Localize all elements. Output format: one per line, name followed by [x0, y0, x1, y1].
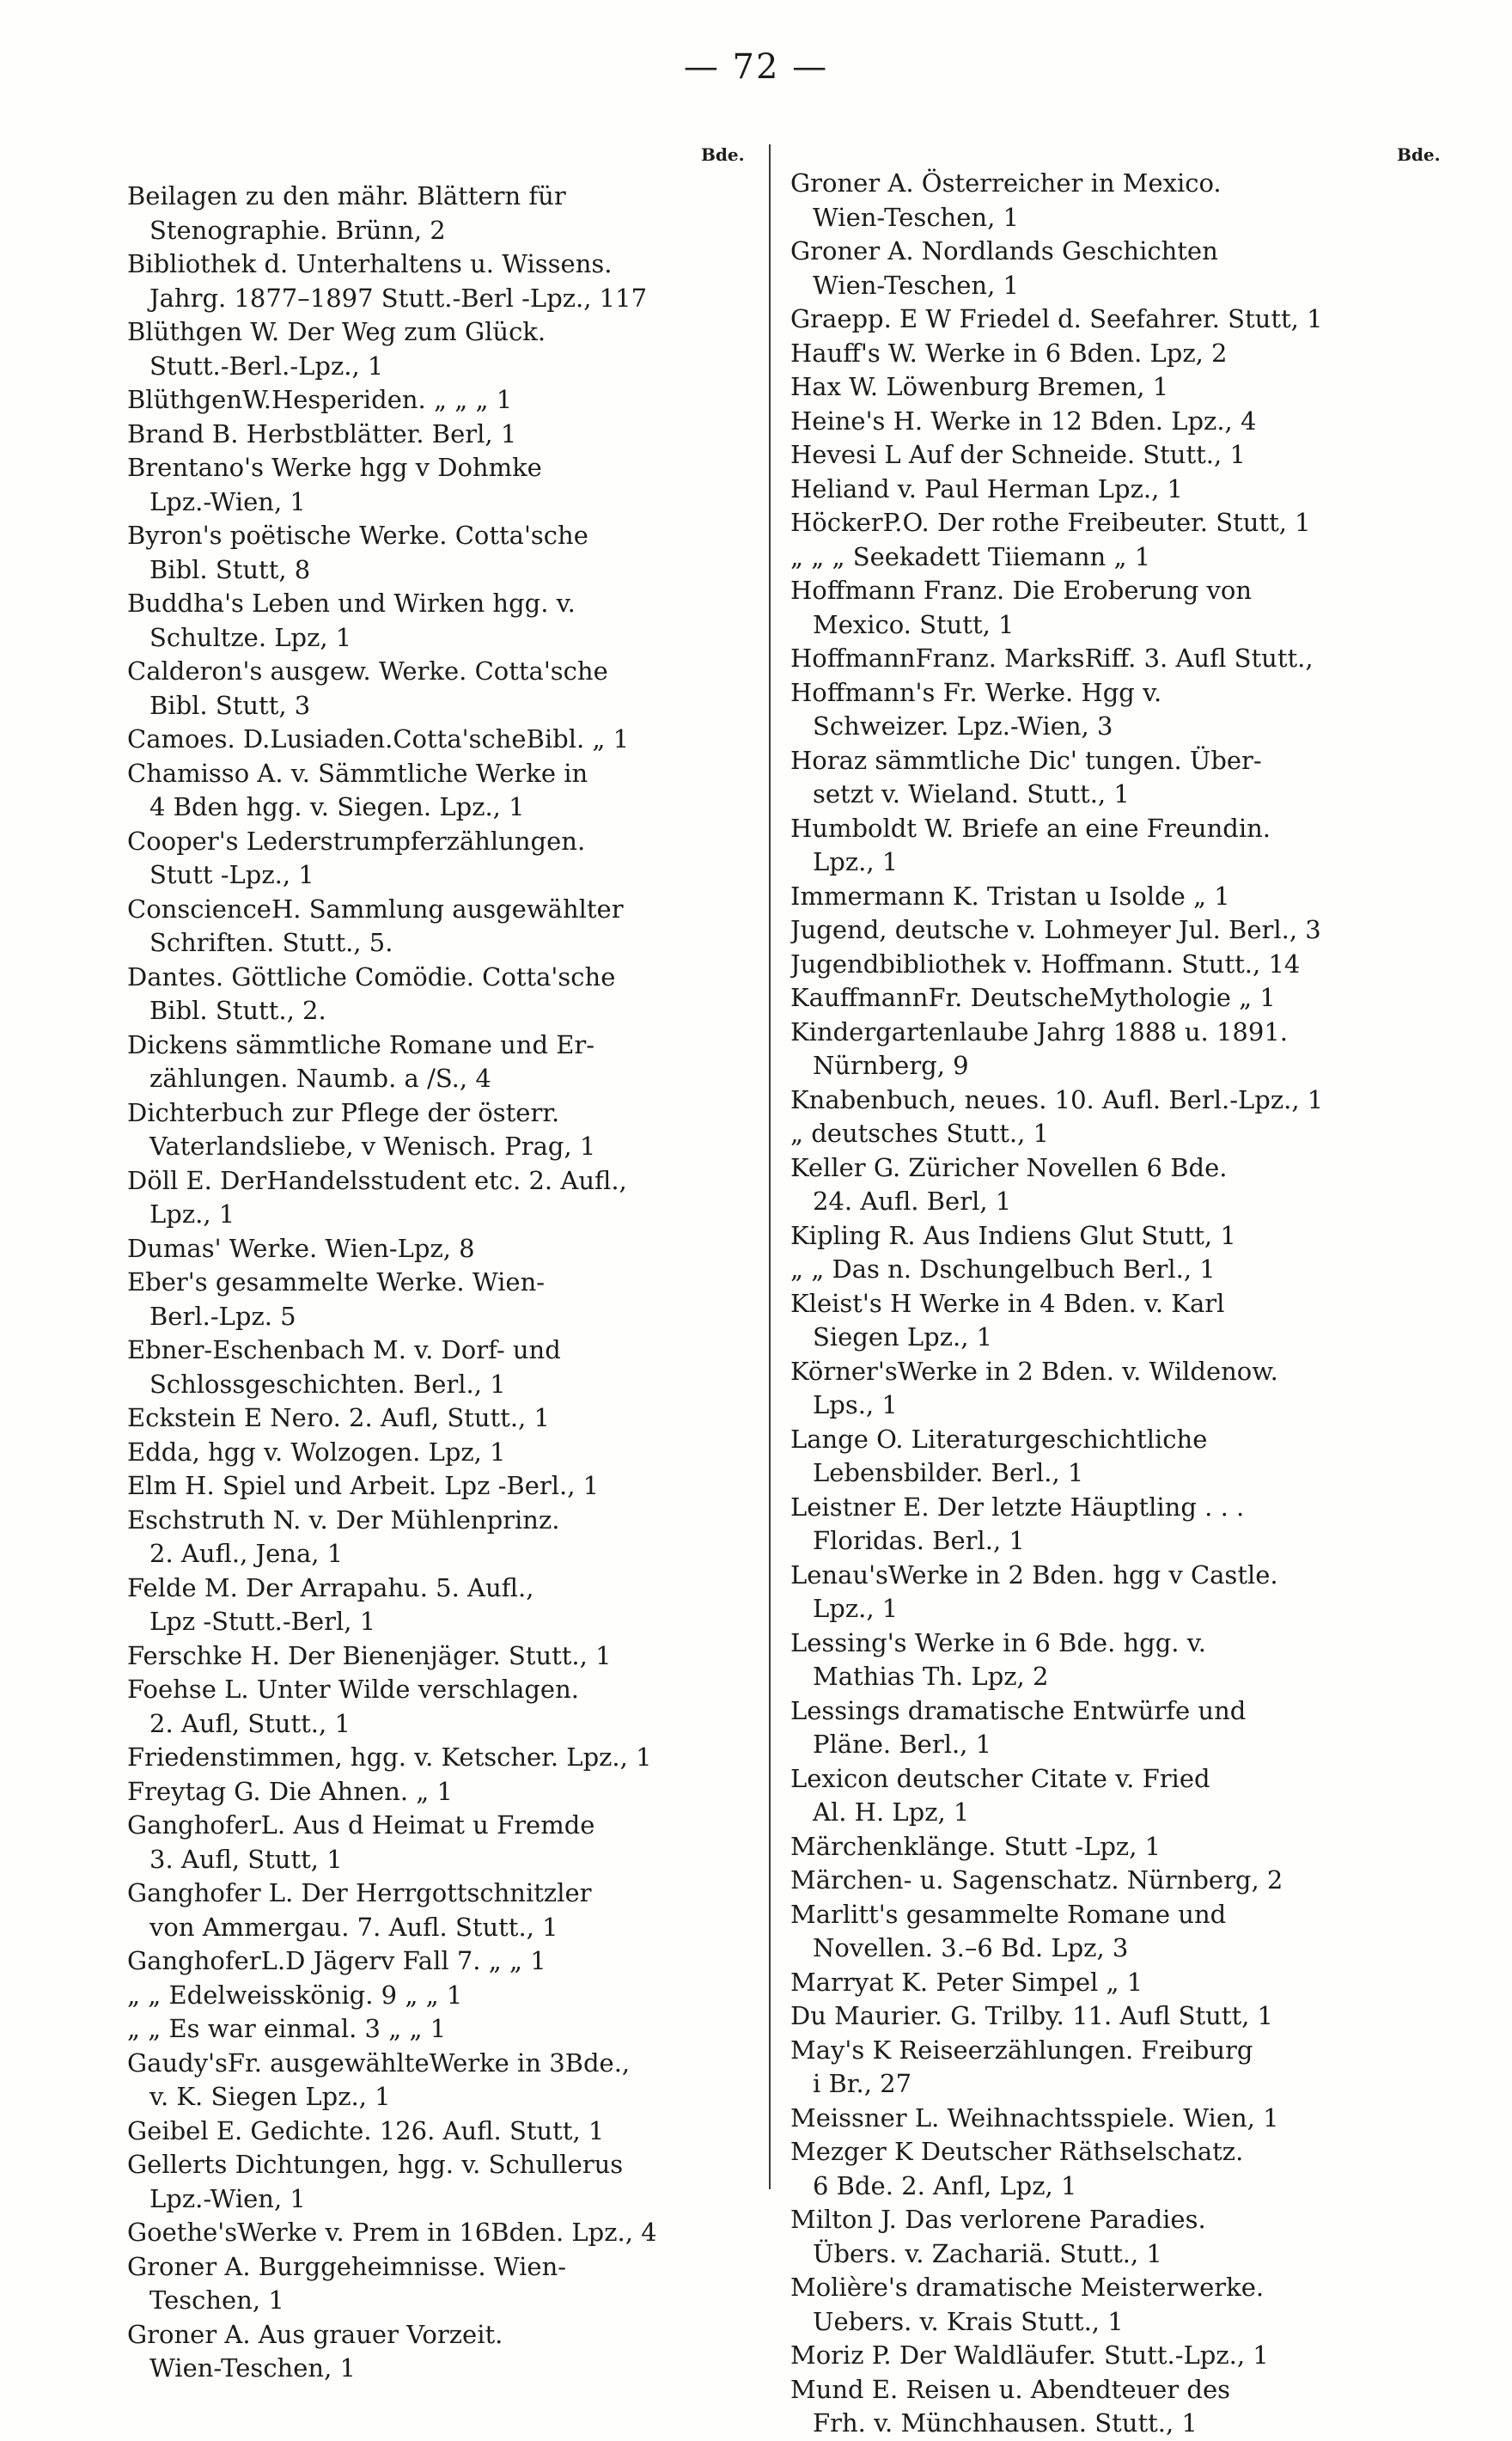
catalog-entry — [790, 744, 1405, 812]
entry-continuation-line: Bibl. Stutt, 3 — [149, 690, 311, 720]
catalog-entry — [127, 1741, 742, 1775]
entry-line: „ „ Das n. Dschungelbuch Berl., 1 — [790, 1254, 1216, 1284]
entry-line: HoffmannFranz. MarksRiff. 3. Aufl Stutt., — [790, 644, 1314, 673]
catalog-entry — [127, 1979, 742, 2013]
left-entry-list — [127, 180, 742, 2386]
entry-continuation-line: i Br., 27 — [813, 2069, 912, 2098]
entry-continuation-line: Stutt -Lpz., 1 — [149, 860, 314, 889]
catalog-entry — [790, 1626, 1405, 1694]
entry-line: „ „ „ Seekadett Tiiemann „ 1 — [790, 541, 1151, 571]
entry-continuation-line: Wien-Teschen, 1 — [813, 202, 1019, 232]
catalog-entry — [127, 2216, 742, 2250]
catalog-entry — [790, 676, 1405, 744]
entry-continuation-line: Wien-Teschen, 1 — [813, 270, 1019, 300]
catalog-entry — [790, 2373, 1405, 2441]
entry-line: Dantes. Göttliche Comödie. Cotta'sche — [127, 961, 616, 992]
entry-line: Heliand v. Paul Herman Lpz., 1 — [790, 473, 1184, 503]
catalog-entry — [127, 1436, 742, 1470]
entry-line: Groner A. Österreicher in Mexico. — [790, 168, 1222, 198]
entry-line: Lessings dramatische Entwürfe und — [790, 1695, 1247, 1725]
entry-line: Dumas' Werke. Wien-Lpz, 8 — [127, 1233, 475, 1263]
entry-continuation-line: Bibl. Stutt, 8 — [149, 554, 311, 584]
catalog-entry — [127, 418, 742, 452]
entry-line: Byron's poëtische Werke. Cotta'sche — [127, 521, 588, 550]
catalog-entry — [127, 757, 742, 825]
entry-line: Gellerts Dichtungen, hgg. v. Schullerus — [127, 2150, 624, 2179]
entry-line: Buddha's Leben und Wirken hgg. v. — [127, 589, 576, 618]
entry-line: GanghoferL. Aus d Heimat u Fremde — [127, 1810, 595, 1840]
entry-continuation-line: Uebers. v. Krais Stutt., 1 — [813, 2306, 1124, 2336]
catalog-entry — [790, 1016, 1405, 1083]
catalog-entry — [127, 961, 742, 1028]
entry-continuation-line: v. K. Siegen Lpz., 1 — [149, 2082, 391, 2111]
entry-continuation-line: von Ammergau. 7. Aufl. Stutt., 1 — [149, 1912, 558, 1942]
catalog-entry — [790, 2271, 1405, 2339]
entry-continuation-line: 2. Aufl., Jena, 1 — [149, 1539, 344, 1568]
entry-line: Knabenbuch, neues. 10. Aufl. Berl.-Lpz., 1 — [790, 1084, 1324, 1114]
entry-line: Hauff's W. Werke in 6 Bden. Lpz, 2 — [790, 338, 1228, 368]
catalog-entry — [790, 1966, 1405, 2000]
entry-continuation-line: Pläne. Berl., 1 — [813, 1730, 992, 1759]
entry-line: Dickens sämmtliche Romane und Er- — [127, 1029, 595, 1059]
catalog-entry — [790, 370, 1405, 405]
entry-line: Hax W. Löwenburg Bremen, 1 — [790, 372, 1169, 401]
catalog-entry — [790, 2339, 1405, 2373]
entry-line: Lenau'sWerke in 2 Bden. hgg v Castle. — [790, 1559, 1278, 1590]
entry-line: Marlitt's gesammelte Romane und — [790, 1899, 1227, 1929]
column-header-bde-right: Bde. — [1397, 144, 1441, 165]
catalog-entry — [790, 1830, 1405, 1864]
catalog-entry — [127, 2318, 742, 2386]
entry-continuation-line: Lpz.-Wien, 1 — [149, 2183, 306, 2213]
catalog-entry — [127, 1401, 742, 1436]
entry-continuation-line: setzt v. Wieland. Stutt., 1 — [813, 779, 1130, 809]
catalog-entry — [790, 405, 1405, 439]
entry-continuation-line: Lpz., 1 — [149, 1199, 235, 1229]
entry-line: KauffmannFr. DeutscheMythologie „ 1 — [790, 983, 1276, 1012]
entry-line: Meissner L. Weihnachtsspiele. Wien, 1 — [790, 2102, 1279, 2133]
page-number: — 72 — — [683, 47, 829, 87]
entry-line: Lessing's Werke in 6 Bde. hgg. v. — [790, 1627, 1206, 1657]
catalog-entry — [790, 2102, 1405, 2136]
entry-line: Freytag G. Die Ahnen. „ 1 — [127, 1776, 453, 1806]
catalog-entry — [127, 451, 742, 519]
entry-line: Groner A. Nordlands Geschichten — [790, 236, 1218, 265]
entry-line: Foehse L. Unter Wilde verschlagen. — [127, 1675, 579, 1704]
entry-line: Jugendbibliothek v. Hoffmann. Stutt., 14 — [790, 949, 1301, 979]
entry-continuation-line: Stutt.-Berl.-Lpz., 1 — [149, 351, 384, 381]
catalog-entry — [127, 1639, 742, 1674]
entry-line: Leistner E. Der letzte Häuptling . . . — [790, 1492, 1245, 1522]
entry-line: Körner'sWerke in 2 Bden. v. Wildenow. — [790, 1356, 1278, 1386]
catalog-entry — [790, 1559, 1405, 1626]
catalog-entry — [790, 913, 1405, 948]
catalog-entry — [127, 383, 742, 418]
right-entry-list — [790, 167, 1405, 2441]
catalog-entry — [127, 2012, 742, 2047]
entry-line: Humboldt W. Briefe an eine Freundin. — [790, 813, 1271, 843]
entry-continuation-line: Wien-Teschen, 1 — [149, 2353, 356, 2383]
catalog-entry — [127, 723, 742, 757]
entry-continuation-line: Siegen Lpz., 1 — [813, 1322, 993, 1352]
catalog-entry — [127, 1571, 742, 1639]
entry-continuation-line: Bibl. Stutt., 2. — [149, 996, 326, 1025]
entry-line: Beilagen zu den mähr. Blättern für — [127, 181, 566, 211]
entry-line: Calderon's ausgew. Werke. Cotta'sche — [127, 656, 608, 686]
entry-line: Molière's dramatische Meisterwerke. — [790, 2273, 1265, 2302]
entry-continuation-line: Lps., 1 — [813, 1390, 898, 1419]
catalog-entry — [127, 1333, 742, 1401]
catalog-entry — [127, 1944, 742, 1979]
entry-line: May's K Reiseerzählungen. Freiburg — [790, 2035, 1253, 2065]
entry-line: Jugend, deutsche v. Lohmeyer Jul. Berl., 3 — [790, 915, 1321, 944]
catalog-entry — [790, 812, 1405, 880]
catalog-entry — [127, 2250, 742, 2318]
catalog-entry — [127, 1096, 742, 1164]
column-divider — [769, 144, 771, 2189]
catalog-entry — [790, 642, 1405, 676]
entry-continuation-line: 2. Aufl, Stutt., 1 — [149, 1708, 351, 1738]
catalog-entry — [790, 1219, 1405, 1254]
entry-line: Brand B. Herbstblätter. Berl, 1 — [127, 418, 517, 449]
entry-line: Lexicon deutscher Citate v. Fried — [790, 1763, 1210, 1793]
catalog-entry — [790, 337, 1405, 371]
catalog-entry — [790, 1694, 1405, 1762]
entry-line: Hevesi L Auf der Schneide. Stutt., 1 — [790, 440, 1246, 469]
entry-line: „ „ Edelweisskönig. 9 „ „ 1 — [127, 1980, 463, 2010]
catalog-entry — [790, 981, 1405, 1016]
left-column — [127, 144, 742, 2386]
entry-continuation-line: Nürnberg, 9 — [813, 1051, 969, 1080]
entry-line: Immermann K. Tristan u Isolde „ 1 — [790, 881, 1230, 911]
entry-line: Chamisso A. v. Sämmtliche Werke in — [127, 758, 588, 788]
catalog-entry — [127, 2115, 742, 2149]
entry-continuation-line: Schweizer. Lpz.-Wien, 3 — [813, 711, 1113, 741]
entry-continuation-line: 6 Bde. 2. Anfl, Lpz, 1 — [813, 2170, 1077, 2200]
catalog-entry — [127, 587, 742, 655]
entry-line: Hoffmann Franz. Die Eroberung von — [790, 576, 1253, 605]
catalog-entry — [127, 1673, 742, 1741]
entry-continuation-line: Lpz., 1 — [813, 847, 899, 876]
entry-continuation-line: zählungen. Naumb. a /S., 4 — [149, 1064, 491, 1093]
entry-line: Mund E. Reisen u. Abendteuer des — [790, 2374, 1231, 2404]
entry-line: Groner A. Burggeheimnisse. Wien- — [127, 2251, 567, 2281]
catalog-entry — [790, 473, 1405, 507]
catalog-entry — [790, 880, 1405, 914]
catalog-entry — [790, 1999, 1405, 2034]
entry-line: HöckerP.O. Der rothe Freibeuter. Stutt, 1 — [790, 508, 1311, 537]
catalog-entry — [127, 247, 742, 315]
entry-continuation-line: Schultze. Lpz, 1 — [149, 622, 352, 652]
catalog-entry — [127, 519, 742, 587]
entry-continuation-line: Lpz.-Wien, 1 — [149, 486, 306, 516]
catalog-entry — [790, 1491, 1405, 1559]
entry-line: Geibel E. Gedichte. 126. Aufl. Stutt, 1 — [127, 2115, 605, 2145]
catalog-entry — [790, 540, 1405, 575]
entry-line: BlüthgenW.Hesperiden. „ „ „ 1 — [127, 385, 513, 414]
entry-line: Blüthgen W. Der Weg zum Glück. — [127, 317, 546, 346]
entry-line: Felde M. Der Arrapahu. 5. Aufl., — [127, 1572, 534, 1602]
catalog-entry — [790, 506, 1405, 540]
entry-continuation-line: Jahrg. 1877–1897 Stutt.-Berl -Lpz., 117 — [149, 283, 648, 313]
catalog-entry — [127, 1877, 742, 1944]
entry-line: GanghoferL.D Jägerv Fall 7. „ „ 1 — [127, 1946, 546, 1975]
catalog-entry — [127, 2148, 742, 2216]
entry-line: Kindergartenlaube Jahrg 1888 u. 1891. — [790, 1016, 1288, 1047]
entry-line: Ganghofer L. Der Herrgottschnitzler — [127, 1878, 592, 1907]
entry-line: Döll E. DerHandelsstudent etc. 2. Aufl., — [127, 1165, 627, 1195]
catalog-entry — [127, 893, 742, 961]
catalog-entry — [127, 655, 742, 723]
entry-line: Milton J. Das verlorene Paradies. — [790, 2205, 1206, 2234]
entry-continuation-line: Schlossgeschichten. Berl., 1 — [149, 1369, 506, 1399]
entry-line: Elm H. Spiel und Arbeit. Lpz -Berl., 1 — [127, 1471, 600, 1500]
entry-line: Heine's H. Werke in 12 Bden. Lpz., 4 — [790, 406, 1257, 436]
entry-line: Marryat K. Peter Simpel „ 1 — [790, 1967, 1143, 1997]
catalog-entry — [790, 1287, 1405, 1355]
right-column — [790, 144, 1405, 2441]
catalog-entry — [790, 2135, 1405, 2203]
entry-line: Brentano's Werke hgg v Dohmke — [127, 453, 542, 482]
catalog-entry — [127, 1164, 742, 1232]
entry-line: Cooper's Lederstrumpferzählungen. — [127, 826, 586, 856]
catalog-entry — [790, 167, 1405, 235]
catalog-entry — [790, 1117, 1405, 1151]
entry-continuation-line: Lpz -Stutt.-Berl, 1 — [149, 1607, 376, 1636]
entry-line: Groner A. Aus grauer Vorzeit. — [127, 2319, 503, 2349]
entry-line: Du Maurier. G. Trilby. 11. Aufl Stutt, 1 — [790, 2001, 1273, 2030]
entry-continuation-line: 3. Aufl, Stutt, 1 — [149, 1844, 343, 1874]
catalog-entry — [790, 1898, 1405, 1966]
catalog-entry — [127, 2047, 742, 2115]
entry-continuation-line: Lebensbilder. Berl., 1 — [813, 1458, 1084, 1487]
entry-line: Bibliothek d. Unterhaltens u. Wissens. — [127, 249, 613, 278]
entry-continuation-line: 24. Aufl. Berl, 1 — [813, 1187, 1012, 1216]
entry-line: „ „ Es war einmal. 3 „ „ 1 — [127, 2014, 447, 2043]
catalog-entry — [790, 1762, 1405, 1830]
entry-line: Ebner-Eschenbach M. v. Dorf- und — [127, 1335, 561, 1364]
entry-line: Graepp. E W Friedel d. Seefahrer. Stutt, 1 — [790, 304, 1323, 333]
column-header-bde-left: Bde. — [701, 144, 745, 165]
entry-continuation-line: Novellen. 3.–6 Bd. Lpz, 3 — [813, 1933, 1129, 1962]
catalog-entry — [127, 1469, 742, 1504]
entry-continuation-line: Al. H. Lpz, 1 — [813, 1797, 970, 1827]
catalog-entry — [790, 574, 1405, 642]
entry-line: ConscienceH. Sammlung ausgewählter — [127, 894, 624, 924]
entry-continuation-line: Lpz., 1 — [813, 1594, 899, 1623]
catalog-entry — [790, 2203, 1405, 2271]
catalog-entry — [127, 825, 742, 893]
entry-continuation-line: Teschen, 1 — [149, 2285, 284, 2315]
entry-continuation-line: Stenographie. Brünn, 2 — [149, 215, 446, 245]
entry-continuation-line: 4 Bden hgg. v. Siegen. Lpz., 1 — [149, 792, 525, 821]
catalog-entry — [790, 1864, 1405, 1898]
catalog-entry — [790, 1151, 1405, 1219]
entry-line: Moriz P. Der Waldläufer. Stutt.-Lpz., 1 — [790, 2340, 1269, 2370]
catalog-entry — [127, 315, 742, 383]
catalog-entry — [790, 1253, 1405, 1287]
entry-line: Märchenklänge. Stutt -Lpz, 1 — [790, 1831, 1161, 1861]
entry-line: Friedenstimmen, hgg. v. Ketscher. Lpz., 1 — [127, 1742, 652, 1772]
entry-line: Dichterbuch zur Pflege der österr. — [127, 1097, 560, 1127]
entry-line: Hoffmann's Fr. Werke. Hgg v. — [790, 677, 1162, 707]
entry-line: „ deutsches Stutt., 1 — [790, 1119, 1049, 1148]
catalog-entry — [790, 302, 1405, 337]
entry-line: Horaz sämmtliche Dic' tungen. Über- — [790, 745, 1262, 775]
entry-line: Kipling R. Aus Indiens Glut Stutt, 1 — [790, 1220, 1236, 1250]
entry-line: Goethe'sWerke v. Prem in 16Bden. Lpz., 4 — [127, 2218, 657, 2247]
entry-line: Ferschke H. Der Bienenjäger. Stutt., 1 — [127, 1640, 612, 1670]
catalog-entry — [790, 438, 1405, 473]
entry-continuation-line: Floridas. Berl., 1 — [813, 1526, 1025, 1555]
catalog-entry — [127, 1809, 742, 1877]
entry-line: Lange O. Literaturgeschichtliche — [790, 1424, 1208, 1454]
entry-line: Gaudy'sFr. ausgewählteWerke in 3Bde., — [127, 2047, 631, 2078]
catalog-entry — [790, 1083, 1405, 1118]
entry-line: Keller G. Züricher Novellen 6 Bde. — [790, 1152, 1228, 1182]
catalog-entry — [790, 235, 1405, 302]
catalog-entry — [790, 948, 1405, 982]
catalog-entry — [127, 1266, 742, 1333]
entry-line: Edda, hgg v. Wolzogen. Lpz, 1 — [127, 1437, 506, 1467]
entry-line: Eckstein E Nero. 2. Aufl, Stutt., 1 — [127, 1403, 550, 1432]
entry-line: Eber's gesammelte Werke. Wien- — [127, 1267, 546, 1297]
catalog-entry — [790, 1423, 1405, 1491]
catalog-entry — [127, 1232, 742, 1266]
entry-line: Märchen- u. Sagenschatz. Nürnberg, 2 — [790, 1865, 1283, 1895]
catalog-entry — [127, 1775, 742, 1809]
entry-line: Camoes. D.Lusiaden.Cotta'scheBibl. „ 1 — [127, 724, 630, 754]
catalog-entry — [127, 180, 742, 247]
entry-continuation-line: Frh. v. Münchhausen. Stutt., 1 — [813, 2408, 1198, 2438]
entry-continuation-line: Übers. v. Zachariä. Stutt., 1 — [813, 2238, 1162, 2268]
entry-line: Eschstruth N. v. Der Mühlenprinz. — [127, 1504, 560, 1535]
entry-continuation-line: Schriften. Stutt., 5. — [149, 928, 393, 957]
entry-line: Mezger K Deutscher Räthselschatz. — [790, 2137, 1244, 2166]
catalog-entry — [790, 1355, 1405, 1423]
entry-line: Kleist's H Werke in 4 Bden. v. Karl — [790, 1288, 1225, 1318]
entry-continuation-line: Berl.-Lpz. 5 — [149, 1301, 296, 1331]
entry-continuation-line: Mathias Th. Lpz, 2 — [813, 1662, 1049, 1691]
catalog-entry — [127, 1028, 742, 1096]
entry-continuation-line: Mexico. Stutt, 1 — [813, 609, 1015, 639]
catalog-entry — [127, 1504, 742, 1571]
entry-continuation-line: Vaterlandsliebe, v Wenisch. Prag, 1 — [149, 1132, 596, 1161]
catalog-entry — [790, 2034, 1405, 2102]
